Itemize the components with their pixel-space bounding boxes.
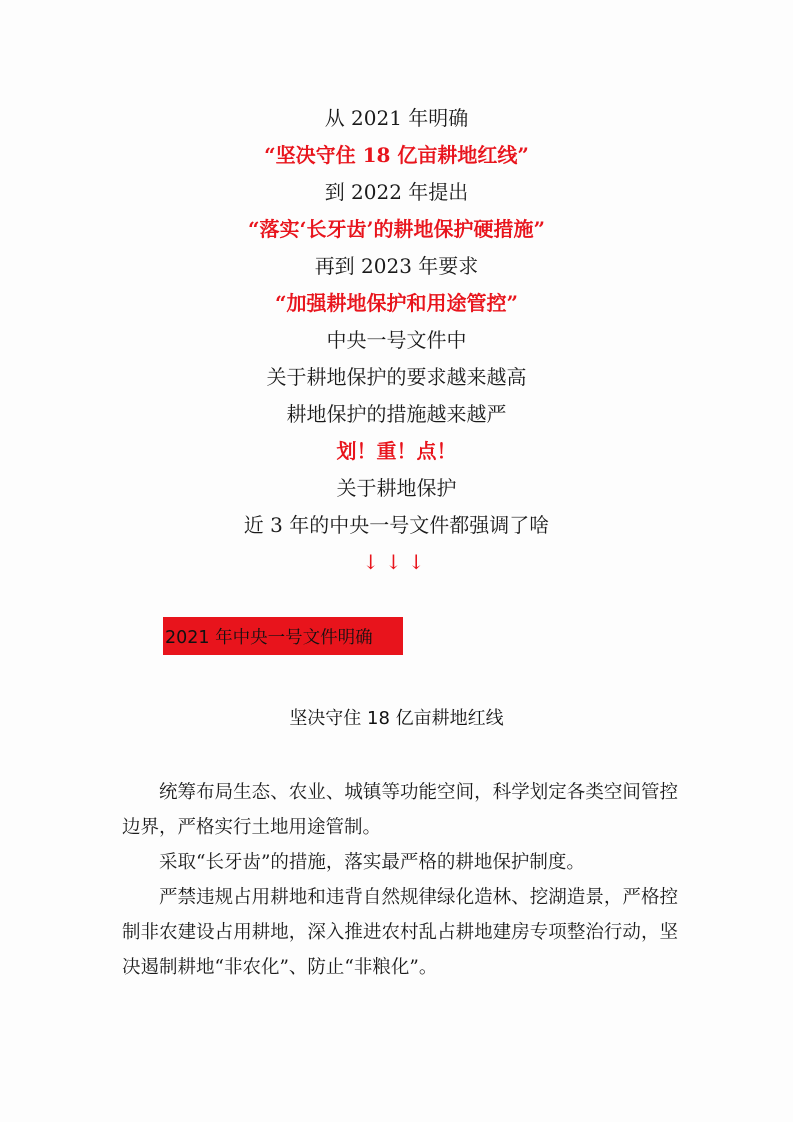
section-banner-label: 2021 年中央一号文件明确 <box>165 627 373 648</box>
intro-highlight-2023: “加强耕地保护和用途管控” <box>274 291 518 315</box>
intro-line-11: 关于耕地保护 <box>336 476 457 500</box>
intro-highlight-2022: “落实‘长牙齿’的耕地保护硬措施” <box>248 217 545 241</box>
section-subtitle: 坚决守住 18 亿亩耕地红线 <box>289 708 504 729</box>
intro-line-9: 耕地保护的措施越来越严 <box>286 402 507 426</box>
key-point-callout: 划！重！点！ <box>336 439 457 463</box>
body-paragraph: 统筹布局生态、农业、城镇等功能空间，科学划定各类空间管控边界，严格实行土地用途管制。 <box>122 782 678 838</box>
intro-line-8: 关于耕地保护的要求越来越高 <box>266 365 527 389</box>
section-banner <box>163 617 403 655</box>
section-body <box>122 775 678 985</box>
intro-block <box>0 100 793 581</box>
down-arrows-icon: ↓↓↓ <box>362 550 431 574</box>
body-paragraph: 采取“长牙齿”的措施，落实最严格的耕地保护制度。 <box>159 852 585 873</box>
body-paragraph: 严禁违规占用耕地和违背自然规律绿化造林、挖湖造景，严格控制非农建设占用耕地，深入推进农村乱占耕地建房专项整治行动，坚决遏制耕地“非农化”、防止“非粮化”。 <box>122 887 678 978</box>
intro-line-1: 从 2021 年明确 <box>324 106 469 130</box>
intro-line-3: 到 2022 年提出 <box>324 180 469 204</box>
intro-highlight-2021: “坚决守住 18 亿亩耕地红线” <box>264 143 529 167</box>
intro-line-5: 再到 2023 年要求 <box>314 254 479 278</box>
intro-line-7: 中央一号文件中 <box>326 328 467 352</box>
intro-line-12: 近 3 年的中央一号文件都强调了啥 <box>243 513 550 537</box>
